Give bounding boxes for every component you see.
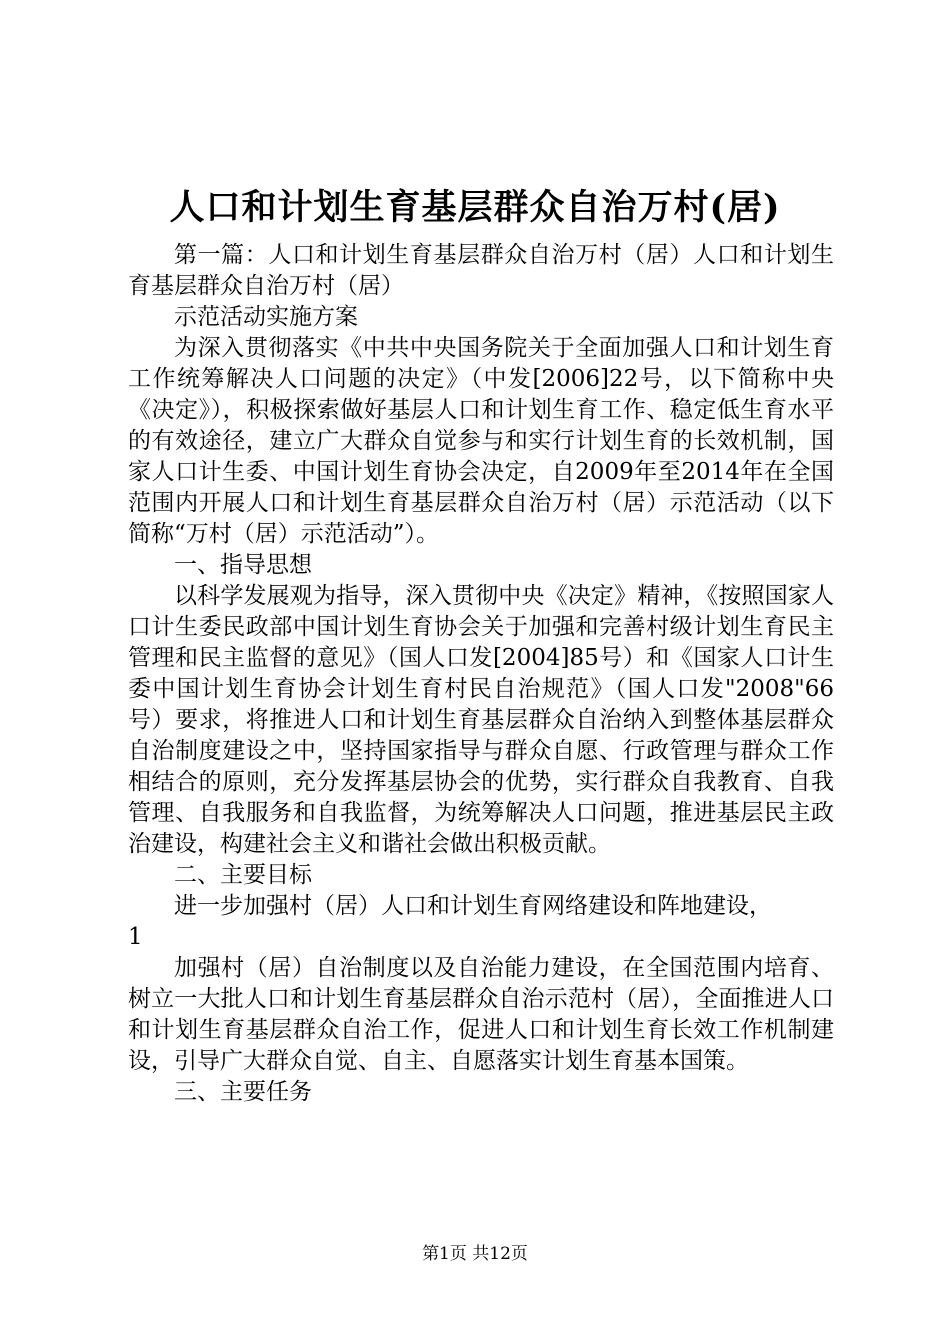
paragraph-main-goals-continued: 加强村（居）自治制度以及自治能力建设，在全国范围内培育、树立一大批人口和计划生育基层群众自治示范村（居），全面推进人口和计划生育基层群众自治工作，促进人口和计划生育长效工作机制建设，引导广大群众自觉、自主、自愿落实计划生育基本国策。 — [128, 955, 834, 1074]
section-heading-main-goals: 二、主要目标 — [174, 862, 312, 888]
page-footer: 第1页 共12页 — [422, 1244, 528, 1264]
section-heading-main-tasks: 三、主要任务 — [174, 1079, 312, 1105]
document-title: 人口和计划生育基层群众自治万村(居) — [169, 187, 781, 228]
section-heading-guiding-ideology: 一、指导思想 — [174, 552, 312, 578]
paragraph-guiding-ideology: 以科学发展观为指导，深入贯彻中央《决定》精神，《按照国家人口计生委民政部中国计划生育协会关于加强和完善村级计划生育民主管理和民主监督的意见》（国人口发[2004]85号）和《国家人口计生委中国计划生育协会计划生育村民自治规范》（国人口发"2008"66号）要求，将推进人口和计划生育基层群众自治纳入到整体基层群众自治制度建设之中，坚持国家指导与群众自愿、行政管理与群众工作相结合的原则，充分发挥基层协会的优势，实行群众自我教育、自我管理、自我服务和自我监督，为统筹解决人口问题，推进基层民主政治建设，构建社会主义和谐社会做出积极贡献。 — [128, 583, 834, 857]
paragraph-intro: 为深入贯彻落实《中共中央国务院关于全面加强人口和计划生育工作统筹解决人口问题的决定》（中发[2006]22号，以下简称中央《决定》），积极探索做好基层人口和计划生育工作、稳定低生育水平的有效途径，建立广大群众自觉参与和实行计划生育的长效机制，国家人口计生委、中国计划生育协会决定，自2009年至2014年在全国范围内开展人口和计划生育基层群众自治万村（居）示范活动（以下简称“万村（居）示范活动”）。 — [128, 335, 834, 547]
page-break-number: 1 — [128, 924, 143, 950]
paragraph-main-goals: 进一步加强村（居）人口和计划生育网络建设和阵地建设， — [174, 893, 772, 919]
document-body — [128, 240, 834, 1108]
paragraph-plan-title: 示范活动实施方案 — [174, 304, 358, 330]
paragraph-part-heading: 第一篇：人口和计划生育基层群众自治万村（居）人口和计划生育基层群众自治万村（居） — [128, 242, 834, 299]
